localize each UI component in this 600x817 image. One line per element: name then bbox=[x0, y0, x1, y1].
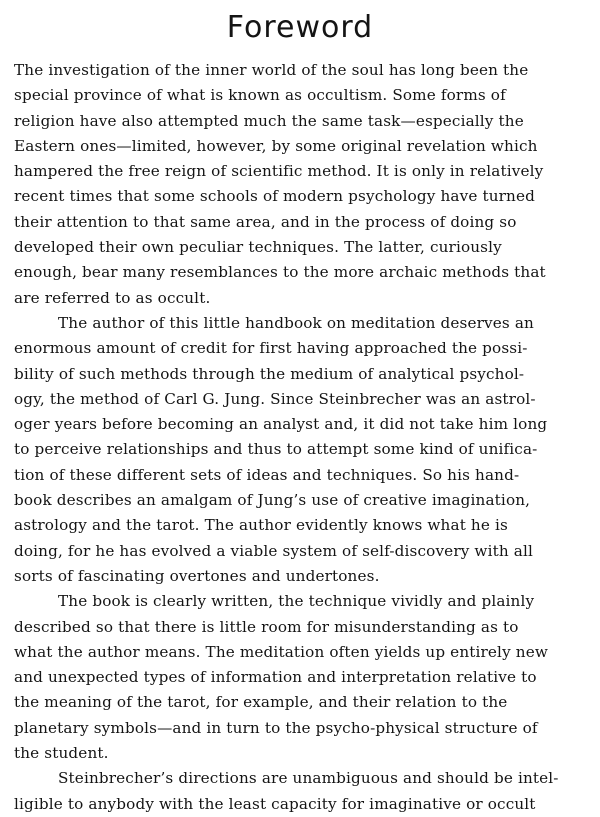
text-line: developed their own peculiar techniques. The latter, curiously bbox=[14, 238, 502, 257]
paragraph-4 bbox=[14, 766, 586, 817]
text-line: described so that there is little room for misunderstanding as to bbox=[14, 617, 519, 636]
text-line: ogy, the method of Carl G. Jung. Since Steinbrecher was an astrol- bbox=[14, 389, 536, 408]
text-line: book describes an amalgam of Jung’s use of creative imagination, bbox=[14, 491, 531, 510]
paragraph-3 bbox=[14, 589, 586, 766]
text-line: special province of what is known as occultism. Some forms of bbox=[14, 86, 506, 105]
text-line: The author of this little handbook on meditation deserves an bbox=[58, 313, 534, 332]
paragraph-2 bbox=[14, 311, 586, 589]
paragraph-1 bbox=[14, 58, 586, 311]
text-line: what the author means. The meditation often yields up entirely new bbox=[14, 642, 548, 661]
text-line: The book is clearly written, the technique vividly and plainly bbox=[58, 592, 535, 611]
text-line: enormous amount of credit for first having approached the possi- bbox=[14, 339, 528, 358]
text-line: doing, for he has evolved a viable system of self-discovery with all bbox=[14, 541, 533, 560]
text-line: the student. bbox=[14, 744, 109, 763]
text-line: oger years before becoming an analyst and, it did not take him long bbox=[14, 415, 548, 434]
text-line: are referred to as occult. bbox=[14, 288, 211, 307]
text-line: to perceive relationships and thus to attempt some kind of unifica- bbox=[14, 440, 538, 459]
text-line: enough, bear many resemblances to the more archaic methods that bbox=[14, 263, 546, 282]
text-line: planetary symbols—and in turn to the psycho-physical structure of bbox=[14, 718, 538, 737]
text-line: Steinbrecher’s directions are unambiguous and should be intel- bbox=[58, 769, 559, 788]
text-line: bility of such methods through the medium of analytical psychol- bbox=[14, 364, 525, 383]
text-line: Eastern ones—limited, however, by some original revelation which bbox=[14, 136, 538, 155]
text-line: and unexpected types of information and interpretation relative to bbox=[14, 668, 537, 687]
text-line: The investigation of the inner world of the soul has long been the bbox=[14, 61, 529, 79]
text-line: sorts of fascinating overtones and undertones. bbox=[14, 566, 380, 585]
text-line: tion of these different sets of ideas and techniques. So his hand- bbox=[14, 465, 520, 484]
text-line: ligible to anybody with the least capacity for imaginative or occult bbox=[14, 794, 536, 813]
text-line: their attention to that same area, and in the process of doing so bbox=[14, 212, 517, 231]
text-line: the meaning of the tarot, for example, and their relation to the bbox=[14, 693, 508, 712]
text-line: astrology and the tarot. The author evidently knows what he is bbox=[14, 516, 508, 535]
text-line: hampered the free reign of scientific method. It is only in relatively bbox=[14, 162, 544, 181]
page-title: Foreword bbox=[226, 10, 374, 45]
text-line: religion have also attempted much the same task—especially the bbox=[14, 111, 524, 130]
text-line: recent times that some schools of modern psychology have turned bbox=[14, 187, 535, 206]
